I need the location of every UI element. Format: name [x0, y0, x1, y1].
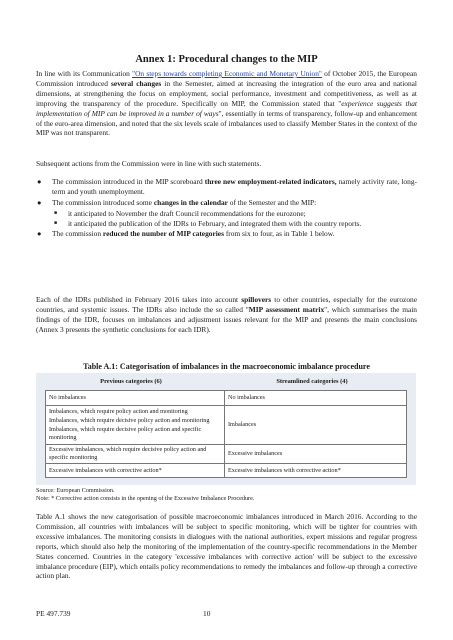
bullet2-end: of the Semester and the MIP: — [227, 197, 317, 207]
intro-text-start: In line with its Communication — [36, 69, 133, 78]
column-header-previous: Previous categories (6) — [100, 378, 162, 385]
square-bullet-icon: ■ — [54, 210, 58, 216]
sub-list-item — [36, 209, 417, 219]
intro-text-after-link: of October 2015, the European Commission introduced — [36, 69, 417, 88]
list-item — [36, 229, 417, 239]
idr-text-middle: to other countries, especially for the eurozone countries, and systemic issues. The IDRs also include the so called " — [36, 295, 417, 314]
imbalance-categories-table — [45, 390, 407, 478]
category-text: Imbalances, which require decisive policy action and specific monitoring — [49, 426, 202, 441]
list-item — [36, 198, 417, 208]
idr-paragraph — [36, 295, 417, 335]
subsequent-actions: Subsequent actions from the Commission were in line with such statements. — [36, 159, 262, 168]
idr-text-end: ", which summarises the main findings of the IDR, focuses on imbalances and adjustment issues relevant for the MIP and presents the main conclusions (Annex 3 presents the synthetic conclusions for each IDR). — [36, 304, 417, 334]
bullet3-bold: reduced the number of MIP categories — [102, 228, 224, 238]
idr-text-start: Each of the IDRs published in February 2016 takes into account — [36, 295, 242, 304]
table-cell: No imbalances — [225, 391, 407, 406]
table-cell — [46, 406, 225, 445]
bullet3-end: from six to four, as in Table 1 below. — [223, 228, 335, 238]
intro-text-middle: in the Semester, aimed at increasing the integration of the euro area and national dimensions, at strengthening the focus on employment, social performance, investment and competitiveness, as well as at improving the transparency of the procedure. Specifically on MIP, the Commission stated that " — [36, 78, 417, 108]
bullet2-text: The commission introduced some — [52, 197, 154, 207]
table-cell: Imbalances — [225, 406, 407, 445]
table-caption: Table A.1: Categorisation of imbalances in the macroeconomic imbalance procedure — [83, 362, 370, 371]
table-source: Source: European Commission. — [36, 487, 115, 494]
page-number: 10 — [203, 609, 211, 618]
bullet1-text: The commission introduced in the MIP scoreboard — [52, 177, 205, 186]
intro-bold-changes: several changes — [111, 78, 162, 88]
column-header-streamlined: Streamlined categories (4) — [276, 378, 348, 385]
list-item — [36, 177, 417, 197]
sub-list-item — [36, 219, 417, 229]
table-note: Note: * Corrective action consists in the opening of the Excessive Imbalance Procedure. — [36, 495, 255, 502]
table-cell: Excessive imbalances with corrective action* — [225, 464, 407, 478]
communication-link[interactable]: "On steps towards completing Economic and Monetary Union" — [132, 69, 322, 78]
table-cell: No imbalances — [46, 391, 225, 406]
category-text: Imbalances, which require policy action and monitoring — [49, 408, 188, 415]
table-row — [46, 406, 407, 445]
table-row — [46, 464, 407, 478]
idr-bold-matrix: MIP assessment matrix — [248, 304, 325, 314]
actions-list — [36, 177, 417, 239]
table-cell: Excessive imbalances, which require decisive policy action and specific monitoring — [46, 445, 225, 464]
bullet-icon: ● — [37, 177, 42, 186]
sub2-text: it anticipated the publication of the IDRs to February, and integrated them with the country reports. — [68, 218, 362, 228]
intro-paragraph — [36, 69, 417, 138]
annex-title: Annex 1: Procedural changes to the MIP — [135, 54, 318, 65]
bullet-icon: ● — [37, 197, 42, 207]
table-row — [46, 391, 407, 406]
bullet1-end: namely activity rate, long-term and youth unemployment. — [52, 177, 417, 196]
intro-quote: experience suggests that implementation of MIP can be improved in a number of ways — [36, 98, 417, 118]
bullet1-bold: three new employment-related indicators, — [204, 177, 337, 186]
bullet-icon: ● — [37, 228, 42, 238]
category-text: Imbalances, which require decisive policy action and monitoring — [49, 417, 210, 424]
intro-text-end: ", essentially in terms of transparency, follow-up and enhancement of the euro-area dimension, and noted that the six levels scale of imbalances used to classify Member States in the context of the MIP was not transparent. — [36, 108, 418, 138]
bullet2-bold: changes in the calendar — [153, 197, 228, 207]
document-reference: PE 497.739 — [36, 609, 71, 618]
square-bullet-icon: ■ — [54, 220, 58, 226]
table-cell: Excessive imbalances with corrective action* — [46, 464, 225, 478]
table-row — [46, 445, 407, 464]
bullet3-text: The commission — [52, 228, 103, 238]
closing-paragraph: Table A.1 shows the new categorisation of possible macroeconomic imbalances introduced in March 2016. According to the Commission, all countries with imbalances will be subject to specific monitoring, which will be tighter for countries with excessive imbalances. The monitoring consists in dialogues with the national authorities, expert missions and regular progress reports, which should also help the monitoring of the implementation of the country-specific recommendations in the Member States concerned. Countries in the category 'excessive imbalances with corrective action' will be subject to the excessive imbalance procedure (EIP), which entails policy recommendations to remedy the imbalances and follow-up through a corrective action plan. — [36, 512, 417, 581]
sub1-text: it anticipated to November the draft Council recommendations for the eurozone; — [68, 208, 306, 218]
table-cell: Excessive imbalances — [225, 445, 407, 464]
idr-bold-spillovers: spillovers — [241, 295, 272, 304]
